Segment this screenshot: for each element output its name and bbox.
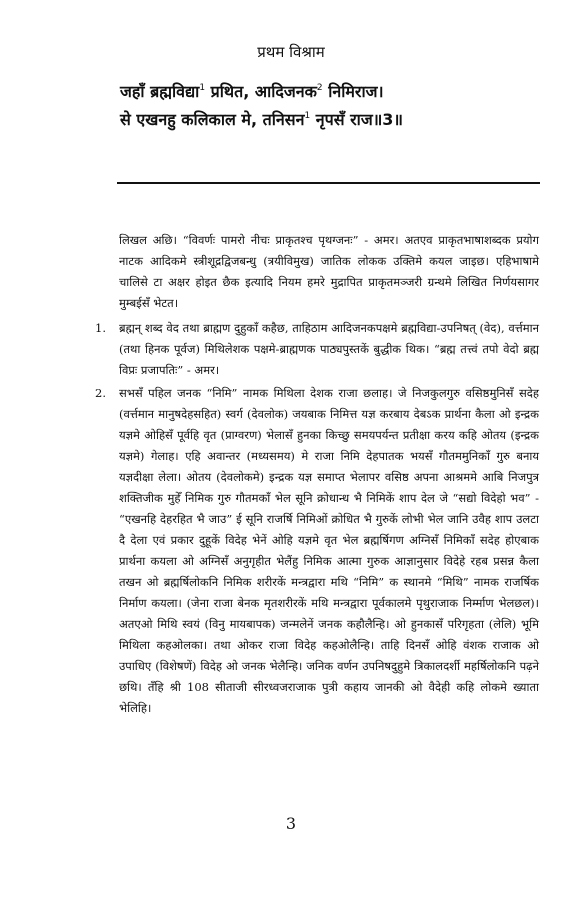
page-number: 3 xyxy=(285,814,297,833)
footnote-text: ब्रह्मन् शब्द वेद तथा ब्राह्मण दुहुकाँ कहैछ, ताहिठाम आदिजनकपक्षमे ब्रह्मविद्या-उपनिषत् (वेद), वर्त्तमान (तथा हिनक पूर्वज) मिथिलेशक पक्षमे-ब्राह्मणक पाठ्यपुस्तकें बुद्धीक थिक। “ब्रह्म तत्त्वं तपो वेदो ब्रह्म विप्रः प्रजापतिः” - अमर। xyxy=(119,321,539,377)
verse-line-2 xyxy=(120,108,550,130)
footnote-separator-rule xyxy=(117,182,540,184)
running-title: प्रथम विश्राम xyxy=(257,43,325,61)
footnote-marker-2: 2 xyxy=(316,83,323,93)
verse-line-1-part-1: जहाँ ब्रह्मविद्या xyxy=(120,82,200,101)
verse-line-1-part-3: निमिराज। xyxy=(322,82,384,101)
footnote-item xyxy=(95,318,539,381)
footnote-area xyxy=(95,230,539,721)
footnote-text: सभसँ पहिल जनक “निमि” नामक मिथिला देशक राजा छलाह। जे निजकुलगुरु वसिष्ठमुनिसँ सदेह (वर्त्तमान मानुषदेहसहित) स्वर्ग (देवलोक) जयबाक निमित्त यज्ञ करबाय देबऽक प्रार्थना कैला ओ इन्द्रक यज्ञमे ओहिसँ पूर्वहि वृत (प्राग्वरण) भेलासँ हुनका किच्छु समयपर्यन्त प्रतीक्षा करय कहि ओतय (इन्द्रक यज्ञमे) गेलाह। एहि अवान्तर (मध्यसमय) मे राजा निमि देहपातक भयसँ गौतममुनिकाँ गुरु बनाय यज्ञदीक्षा लेला। ओतय (देवलोकमे) इन्द्रक यज्ञ समाप्त भेलापर वसिष्ठ अपना आश्रममे आबि निजपुत्र शक्तिजीक मुहेँ निमिक गुरु गौतमकाँ भेल सूनि क्रोधान्ध भै निमिकें शाप देल जे “सद्यो विदेहो भव” - “एखनहि देहरहित भै जाउ” ई सूनि राजर्षि निमिओं क्रोधित भै गुरुकें लोभी भेल जानि उवैह शाप उलटा दै देला एवं प्रकार दुहूकें विदेह भेनें ओहि यज्ञमे वृत भेल ब्रह्मर्षिगण अग्निसँ निमिकाँ सदेह होएबाक प्रार्थना कयला ओ अग्निसँ अनुगृहीत भेलैंहु निमिक आत्मा गुरुक आज्ञानुसार विदेहे रहब प्रसन्न कैला तखन ओ ब्रह्मर्षिलोकनि निमिक शरीरकें मन्त्रद्वारा मथि “निमि” क स्थानमे “मिथि” नामक राजर्षिक निर्माण कयला। (जेना राजा बेनक मृतशरीरकें मथि मन्त्रद्वारा पूर्वकालमे पृथुराजाक निर्म्माण भेलछल)। अतएओ मिथि स्वयं (विनु मायबापक) जन्मलेनें जनक कहौलैन्हि। ओ हुनकासँ परिगृहता (लेलि) भूमि मिथिला कहओलका। तथा ओकर राजा विदेह कहओलैन्हि। ताहि दिनसँ ओहि वंशक राजाक ओ उपाधिए (विशेषणें) विदेह ओ जनक भेलैन्हि। जनिक वर्णन उपनिषदुहुमे त्रिकालदर्शी महर्षिलोकनि पढ़ने छथि। तँहि श्री 108 सीताजी सीरध्वजराजाक पुत्री कहाय जानकी ओ वैदेही कहि लोकमे ख्याता भेलिहि। xyxy=(119,386,539,715)
footnote-number: 2. xyxy=(95,386,106,400)
continued-footnote-text: लिखल अछि। “विवर्णः पामरो नीचः प्राकृतश्च पृथग्जनः” - अमर। अतएव प्राकृतभाषाशब्दक प्रयोग नाटक आदिकमे स्त्रीशूद्रद्विजबन्धु (त्रयीविमुख) जातिक लोकक उक्तिमे कयल जाइछ। एहिभाषामे चालिसे टा अक्षर होइत छैक इत्यादि नियम हमरे मुद्रापित प्राकृतमञ्जरी ग्रन्थमे लिखित निर्णयसागर मुम्बईसँ भेटत। xyxy=(119,233,539,310)
footnote-number: 1. xyxy=(95,321,106,335)
footnote-marker-1b: 1 xyxy=(304,111,311,121)
footnote-item xyxy=(95,383,539,719)
verse-line-1 xyxy=(120,80,550,102)
verse-line-1-part-2: प्रथित, आदिजनक xyxy=(205,82,317,101)
footnote-marker-1: 1 xyxy=(199,83,206,93)
verse-line-2-part-1: से एखनहु कलिकाल मे, तनिसन xyxy=(120,110,305,129)
verse-line-2-part-2: नृपसँ राज॥3॥ xyxy=(310,110,403,129)
